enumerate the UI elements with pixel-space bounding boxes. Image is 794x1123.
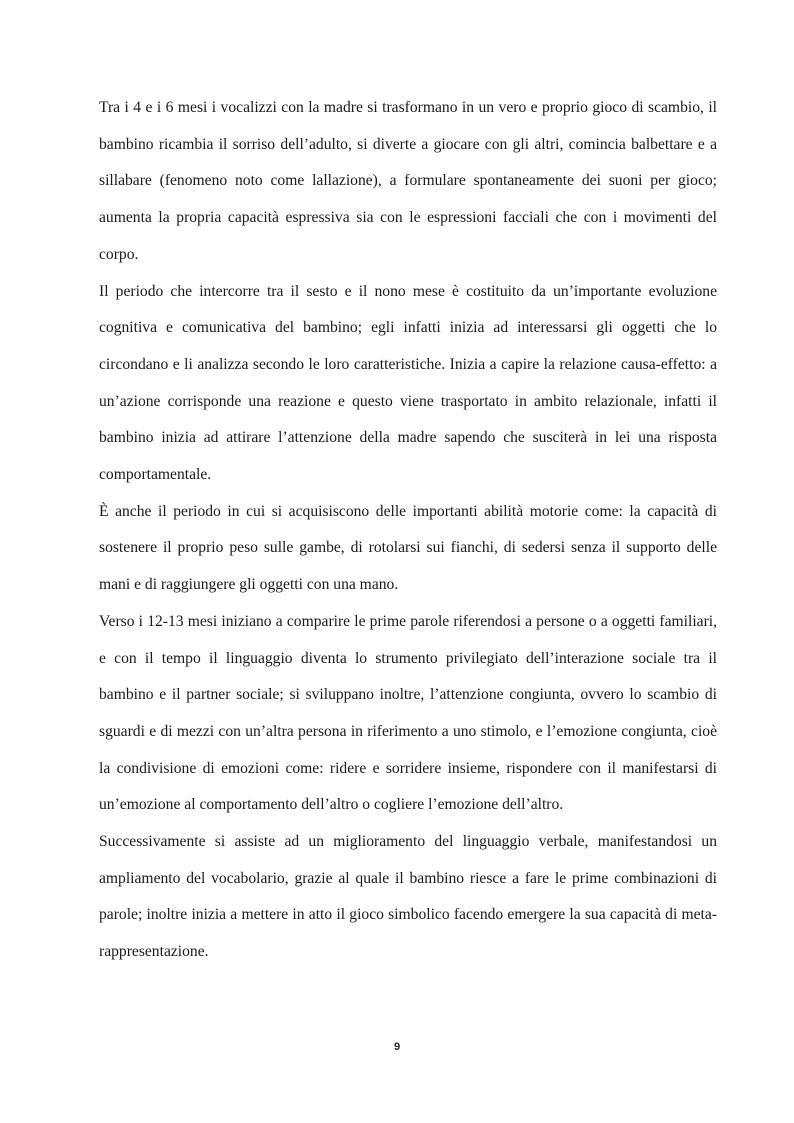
paragraph-5: Successivamente si assiste ad un miglioramento del linguaggio verbale, manifestandosi un ampliamento del vocabolario, grazie al quale il bambino riesce a fare le prime combinazioni di parole; inoltre inizia a mettere in atto il gioco simbolico facendo emergere la sua capacità di meta-rappresentazione. [99, 833, 717, 961]
paragraph-2: Il periodo che intercorre tra il sesto e il nono mese è costituito da un’importante evoluzione cognitiva e comunicativa del bambino; egli infatti inizia ad interessarsi gli oggetti che lo circondano e li analizza secondo le loro caratteristiche. Inizia a capire la relazione causa-effetto: a un’azione corrisponde una reazione e questo viene trasportato in ambito relazionale, infatti il bambino inizia ad attirare l’attenzione della madre sapendo che susciterà in lei una risposta comportamentale. [99, 282, 717, 484]
paragraph-4: Verso i 12-13 mesi iniziano a comparire le prime parole riferendosi a persone o a oggetti familiari, e con il tempo il linguaggio diventa lo strumento privilegiato dell’interazione sociale tra il bambino e il partner sociale; si sviluppano inoltre, l’attenzione congiunta, ovvero lo scambio di sguardi e di mezzi con un’altra persona in riferimento a uno stimolo, e l’emozione congiunta, cioè la condivisione di emozioni come: ridere e sorridere insieme, rispondere con il manifestarsi di un’emozione al comportamento dell’altro o cogliere l’emozione dell’altro. [99, 612, 717, 814]
paragraph-1: Tra i 4 e i 6 mesi i vocalizzi con la madre si trasformano in un vero e proprio gioco di scambio, il bambino ricambia il sorriso dell’adulto, si diverte a giocare con gli altri, comincia balbettare e a sillabare (fenomeno noto come lallazione), a formulare spontaneamente dei suoni per gioco; aumenta la propria capacità espressiva sia con le espressioni facciali che con i movimenti del corpo. [99, 99, 717, 263]
body-text [99, 90, 717, 971]
paragraph-3: È anche il periodo in cui si acquisiscono delle importanti abilità motorie come: la capacità di sostenere il proprio peso sulle gambe, di rotolarsi sui fianchi, di sedersi senza il supporto delle mani e di raggiungere gli oggetti con una mano. [99, 502, 717, 594]
page-number: 9 [393, 1041, 401, 1053]
